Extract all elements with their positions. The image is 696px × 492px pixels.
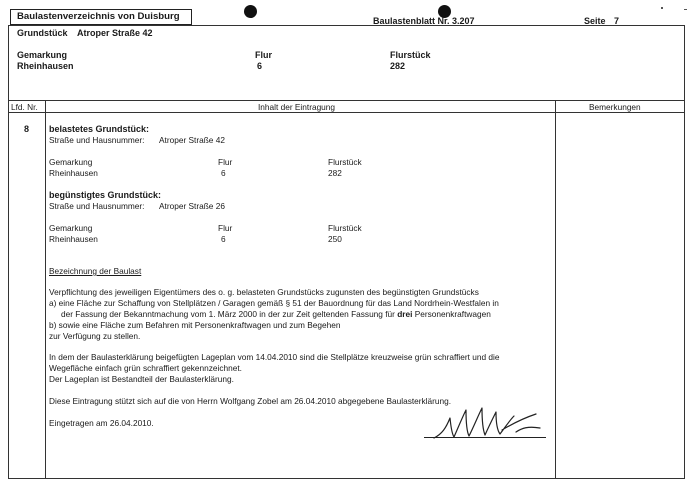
benefited-heading: begünstigtes Grundstück: [49, 190, 162, 200]
page-number: 7 [614, 16, 620, 26]
plan-line-1: In dem der Baulasterklärung beigefügten Lageplan vom 14.04.2010 sind die Stellplätze kreuzweise grün schraffiert und die [49, 352, 500, 362]
burdened-gemarkung-value: Rheinhausen [49, 168, 98, 178]
registration-date: Eingetragen am 26.04.2010. [49, 418, 154, 428]
burdened-flurstueck-label: Flurstück [328, 157, 362, 167]
gemarkung-label: Gemarkung [17, 50, 68, 60]
obligation-line-4: b) sowie eine Fläche zum Befahren mit Personenkraftwagen und zum Begehen [49, 320, 341, 330]
flurstueck-value: 282 [390, 61, 406, 71]
benefited-gemarkung-label: Gemarkung [49, 223, 93, 233]
column-header-inhalt: Inhalt der Eintragung [258, 102, 336, 112]
grundstueck-value: Atroper Straße 42 [77, 28, 153, 38]
burdened-flur-label: Flur [218, 157, 233, 167]
plan-line-3: Der Lageplan ist Bestandteil der Baulasterklärung. [49, 374, 234, 384]
table-header-bottom-rule [8, 112, 685, 113]
flur-label: Flur [255, 50, 272, 60]
gemarkung-value: Rheinhausen [17, 61, 74, 71]
grundstueck-label: Grundstück [17, 28, 68, 38]
obligation-line-1: Verpflichtung des jeweiligen Eigentümers des o. g. belasteten Grundstücks zugunsten des begünstigten Grundstücks [49, 287, 479, 297]
designation-heading: Bezeichnung der Baulast [49, 266, 142, 276]
column-divider-bemerkungen [555, 100, 556, 479]
burdened-heading: belastetes Grundstück: [49, 124, 150, 134]
scan-speck [661, 7, 663, 9]
table-header-top-rule [8, 100, 685, 101]
obligation-line-3: der Fassung der Bekanntmachung vom 1. März 2000 in der zur Zeit geltenden Fassung für drei Personenkraftwagen [61, 309, 491, 319]
punch-hole-left [244, 5, 257, 18]
benefited-gemarkung-value: Rheinhausen [49, 234, 98, 244]
column-header-lfd-nr: Lfd. Nr. [11, 102, 38, 112]
benefited-address-label: Straße und Hausnummer: [49, 201, 145, 211]
flurstueck-label: Flurstück [390, 50, 431, 60]
benefited-address-value: Atroper Straße 26 [159, 201, 225, 211]
benefited-flur-value: 6 [221, 234, 226, 244]
page-label: Seite [584, 16, 606, 26]
burdened-flurstueck-value: 282 [328, 168, 342, 178]
obligation-line-5: zur Verfügung zu stellen. [49, 331, 141, 341]
basis-statement: Diese Eintragung stützt sich auf die von Herrn Wolfgang Zobel am 26.04.2010 abgegebene Baulasterklärung. [49, 396, 452, 406]
burdened-gemarkung-label: Gemarkung [49, 157, 93, 167]
burdened-address-value: Atroper Straße 42 [159, 135, 225, 145]
obligation-count: drei [397, 309, 413, 319]
benefited-flurstueck-value: 250 [328, 234, 342, 244]
column-divider-lfd [45, 100, 46, 479]
burdened-address-label: Straße und Hausnummer: [49, 135, 145, 145]
sheet-number: Baulastenblatt Nr. 3.207 [373, 16, 475, 26]
obligation-line-2: a) eine Fläche zur Schaffung von Stellplätzen / Garagen gemäß § 51 der Bauordnung für das Land Nordrhein-Westfalen in [49, 298, 499, 308]
benefited-flur-label: Flur [218, 223, 233, 233]
handwritten-signature [432, 404, 544, 442]
flur-value: 6 [257, 61, 263, 71]
document-frame [8, 25, 685, 479]
column-header-bemerkungen: Bemerkungen [589, 102, 641, 112]
burdened-flur-value: 6 [221, 168, 226, 178]
register-title: Baulastenverzeichnis von Duisburg [17, 11, 180, 22]
entry-number: 8 [24, 124, 30, 134]
benefited-flurstueck-label: Flurstück [328, 223, 362, 233]
scan-speck [684, 9, 687, 10]
plan-line-2: Wegefläche einfach grün schraffiert gekennzeichnet. [49, 363, 242, 373]
